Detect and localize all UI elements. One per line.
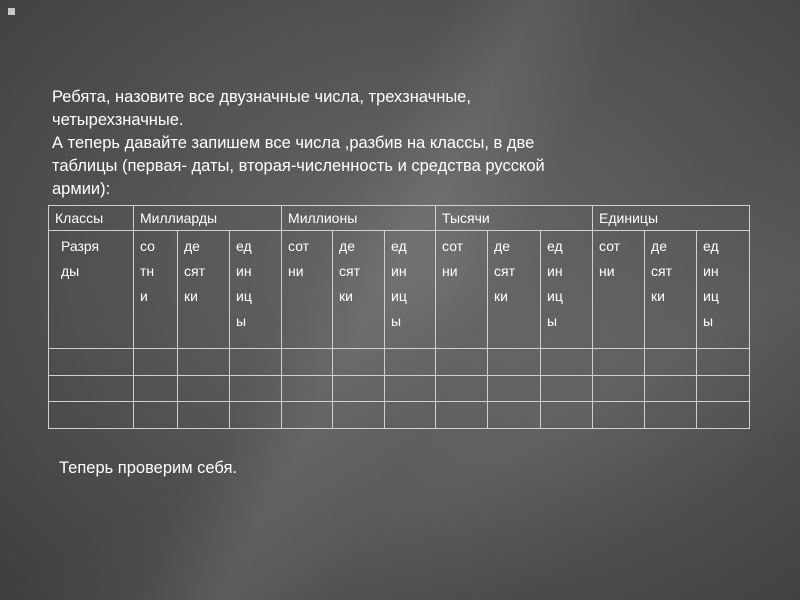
empty-cell (282, 375, 333, 402)
classes-label-cell (49, 206, 134, 231)
class-name-thousands: Тысячи (442, 210, 490, 226)
empty-cell (436, 375, 488, 402)
class-header-cell (436, 206, 593, 231)
rank-syllable: ед (547, 238, 563, 254)
empty-cell (488, 349, 541, 376)
empty-cell (230, 402, 282, 429)
empty-cell (436, 402, 488, 429)
class-header-cell (282, 206, 436, 231)
rank-syllable: ы (547, 313, 558, 329)
empty-row (49, 402, 750, 429)
rank-syllable: и (140, 288, 148, 304)
empty-cell (230, 349, 282, 376)
class-name-billions: Миллиарды (140, 210, 218, 226)
rank-syllable: ы (391, 313, 402, 329)
rank-syllable: сят (339, 263, 361, 279)
intro-line: Ребята, назовите все двузначные числа, трехзначные, (52, 88, 471, 106)
rank-syllable: ин (547, 263, 563, 279)
empty-cell (333, 375, 385, 402)
rank-syllable: сот (599, 238, 621, 254)
decorative-square-icon (8, 8, 15, 15)
rank-syllable: тн (140, 263, 155, 279)
rank-syllable: ед (391, 238, 407, 254)
empty-cell (49, 375, 134, 402)
intro-line: четырехзначные. (52, 111, 184, 129)
rank-syllable: ни (288, 263, 304, 279)
empty-cell (49, 349, 134, 376)
empty-cell (385, 349, 436, 376)
empty-cell (178, 349, 230, 376)
rank-cell (134, 231, 178, 349)
empty-cell (541, 375, 593, 402)
empty-row (49, 349, 750, 376)
ranks-label-part: Разря (61, 238, 100, 254)
class-name-units: Единицы (599, 210, 659, 226)
empty-cell (178, 375, 230, 402)
class-name-millions: Миллионы (288, 210, 358, 226)
empty-cell (230, 375, 282, 402)
rank-syllable: ед (236, 238, 252, 254)
classes-header-row (49, 206, 750, 231)
empty-cell (134, 375, 178, 402)
empty-cell (593, 375, 645, 402)
classes-label: Классы (55, 210, 104, 226)
rank-cell (178, 231, 230, 349)
rank-syllable: иц (703, 288, 719, 304)
empty-cell (697, 349, 750, 376)
rank-syllable: иц (391, 288, 407, 304)
rank-syllable: ин (391, 263, 407, 279)
empty-row (49, 375, 750, 402)
empty-cell (541, 402, 593, 429)
rank-syllable: ы (703, 313, 714, 329)
ranks-label-part: ды (61, 263, 80, 279)
number-classes-table (48, 205, 750, 429)
rank-syllable: сот (442, 238, 464, 254)
rank-cell (593, 231, 645, 349)
empty-cell (282, 349, 333, 376)
empty-cell (134, 349, 178, 376)
footer-text: Теперь проверим себя. (59, 459, 238, 477)
empty-cell (645, 349, 697, 376)
intro-line: армии): (52, 180, 111, 198)
rank-syllable: ки (184, 288, 198, 304)
rank-syllable: де (651, 238, 668, 254)
class-header-cell (134, 206, 282, 231)
empty-cell (49, 402, 134, 429)
rank-cell (645, 231, 697, 349)
rank-syllable: ни (599, 263, 615, 279)
empty-cell (333, 349, 385, 376)
rank-syllable: со (140, 238, 155, 254)
intro-line: А теперь давайте запишем все числа ,разбив на классы, в две (52, 134, 535, 152)
rank-syllable: сот (288, 238, 310, 254)
rank-cell (230, 231, 282, 349)
empty-cell (593, 349, 645, 376)
class-header-cell (593, 206, 750, 231)
rank-cell (282, 231, 333, 349)
empty-cell (488, 375, 541, 402)
empty-cell (541, 349, 593, 376)
rank-cell (333, 231, 385, 349)
rank-syllable: ин (703, 263, 719, 279)
empty-cell (593, 402, 645, 429)
empty-cell (134, 402, 178, 429)
rank-syllable: де (494, 238, 511, 254)
rank-syllable: ни (442, 263, 458, 279)
empty-cell (178, 402, 230, 429)
rank-syllable: сят (651, 263, 673, 279)
empty-cell (645, 375, 697, 402)
rank-cell (385, 231, 436, 349)
intro-text (52, 86, 692, 201)
rank-syllable: иц (236, 288, 252, 304)
rank-cell (541, 231, 593, 349)
ranks-label-cell (49, 231, 134, 349)
rank-syllable: ки (651, 288, 665, 304)
empty-cell (697, 375, 750, 402)
rank-syllable: ки (494, 288, 508, 304)
rank-syllable: ки (339, 288, 353, 304)
empty-cell (488, 402, 541, 429)
empty-cell (282, 402, 333, 429)
rank-syllable: сят (184, 263, 205, 279)
empty-cell (333, 402, 385, 429)
rank-syllable: ин (236, 263, 252, 279)
rank-syllable: иц (547, 288, 563, 304)
rank-syllable: сят (494, 263, 516, 279)
empty-cell (385, 402, 436, 429)
rank-syllable: ед (703, 238, 719, 254)
empty-cell (645, 402, 697, 429)
rank-syllable: ы (236, 313, 247, 329)
rank-cell (436, 231, 488, 349)
rank-cell (697, 231, 750, 349)
rank-cell (488, 231, 541, 349)
intro-line: таблицы (первая- даты, вторая-численность и средства русской (52, 157, 545, 175)
ranks-row (49, 231, 750, 349)
rank-syllable: де (339, 238, 355, 254)
empty-cell (697, 402, 750, 429)
rank-syllable: де (184, 238, 200, 254)
empty-cell (436, 349, 488, 376)
empty-cell (385, 375, 436, 402)
